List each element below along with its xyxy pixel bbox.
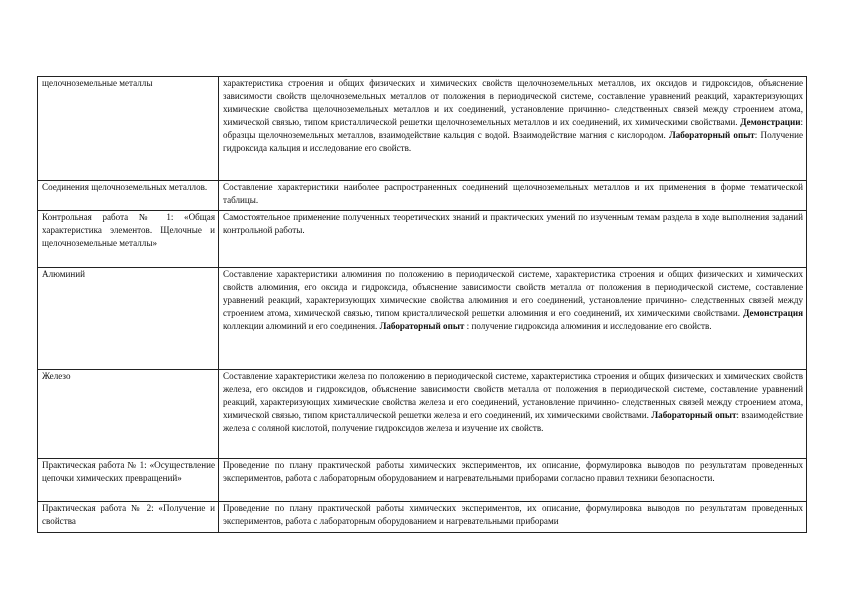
activity-description-text (223, 459, 803, 485)
table-row (38, 370, 807, 459)
topic-cell: Железо (38, 370, 219, 459)
description-fragment: коллекции алюминий и его соединения. (223, 320, 380, 331)
emphasis-label: Демонстрации (740, 116, 801, 127)
table-row (38, 77, 807, 181)
curriculum-table-body (38, 77, 807, 533)
topic-cell: Соединения щелочноземельных металлов. (38, 181, 219, 211)
description-fragment: Самостоятельное применение полученных теоретических знаний и практических умений по изученным темам раздела в ходе выполнения заданий контрольной работы. (223, 212, 803, 235)
description-fragment: : образцы щелочноземельных металлов, взаимодействие кальция с водой. Взаимодействие магния с кислородом. (223, 116, 803, 140)
description-fragment: : Получение гидроксида кальция и исследование его свойств. (223, 129, 803, 153)
emphasis-label: Демонстрация (743, 307, 803, 318)
table-row (38, 181, 807, 211)
description-fragment: Проведение по плану практической работы химических экспериментов, их описание, формулировка выводов по результатам проведенных экспериментов, работа с лабораторным оборудованием и нагревательными приборами согласно правил техники безопасности. (223, 460, 803, 483)
table-row (38, 268, 807, 370)
activity-description-text (223, 77, 803, 154)
emphasis-label: Лабораторный опыт (379, 320, 465, 331)
topic-cell: Практическая работа № 1: «Осуществление цепочки химических превращений» (38, 459, 219, 502)
activity-description-cell (219, 211, 807, 268)
activity-description-text (223, 370, 803, 435)
description-fragment: : получение гидроксида алюминия и исследование его свойств. (464, 320, 712, 331)
table-row (38, 211, 807, 268)
topic-cell: щелочноземельные металлы (38, 77, 219, 181)
activity-description-cell (219, 370, 807, 459)
activity-description-cell (219, 77, 807, 181)
activity-description-text (223, 268, 803, 333)
table-row (38, 502, 807, 533)
activity-description-text (223, 211, 803, 237)
table-row (38, 459, 807, 502)
activity-description-text (223, 502, 803, 528)
description-fragment: характеристика строения и общих физических и химических свойств щелочноземельных металлов, их оксидов и гидроксидов, объяснение зависимости свойств щелочноземельных металлов от положения в периодической системе, составление уравнений реакций, характеризующих химические свойства щелочноземельных металлов и их соединений, установление причинно- следственных связей между строением атома, химической связью, типом кристаллической решетки щелочноземельных металлов и их соединений, их химическими свойствами. (223, 78, 803, 127)
topic-cell: Контрольная работа № 1: «Общая характеристика элементов. Щелочные и щелочноземельные металлы» (38, 211, 219, 268)
emphasis-label: Лабораторный опыт (651, 409, 737, 420)
activity-description-cell (219, 181, 807, 211)
activity-description-cell (219, 268, 807, 370)
emphasis-label: Лабораторный опыт (668, 129, 755, 140)
topic-cell: Практическая работа № 2: «Получение и свойства (38, 502, 219, 533)
description-fragment: Проведение по плану практической работы химических экспериментов, их описание, формулировка выводов по результатам проведенных экспериментов, работа с лабораторным оборудованием и нагревательными приборами (223, 503, 803, 526)
activity-description-cell (219, 502, 807, 533)
description-fragment: Составление характеристики наиболее распространенных соединений щелочноземельных металлов и их применения в форме тематической таблицы. (223, 182, 803, 205)
activity-description-text (223, 181, 803, 207)
document-page (37, 76, 802, 533)
curriculum-table (37, 76, 807, 533)
activity-description-cell (219, 459, 807, 502)
topic-cell: Алюминий (38, 268, 219, 370)
description-fragment: : взаимодействие железа с соляной кислотой, получение гидроксидов железа и изучение их свойств. (223, 409, 803, 433)
description-fragment: Составление характеристики железа по положению в периодической системе, характеристика строения и общих физических и химических свойств железа, его оксидов и гидроксидов, объяснение зависимости свойств металла от положения в периодической системе, составление уравнений реакций, характеризующих химические свойства железа и его соединений, установление причинно- следственных связей между строением атома, химической связью, типом кристаллической решетки железа и его соединений, их химическими свойствами. (223, 371, 803, 420)
description-fragment: Составление характеристики алюминия по положению в периодической системе, характеристика строения и общих физических и химических свойств алюминия, его оксида и гидроксида, объяснение зависимости свойств металла от положения в периодической системе, составление уравнений реакций, характеризующих химические свойства алюминия и его соединений, установление причинно- следственных связей между строением атома, химической связью, типом кристаллической решетки алюминия и его соединений, их химическими свойствами. (223, 269, 803, 318)
